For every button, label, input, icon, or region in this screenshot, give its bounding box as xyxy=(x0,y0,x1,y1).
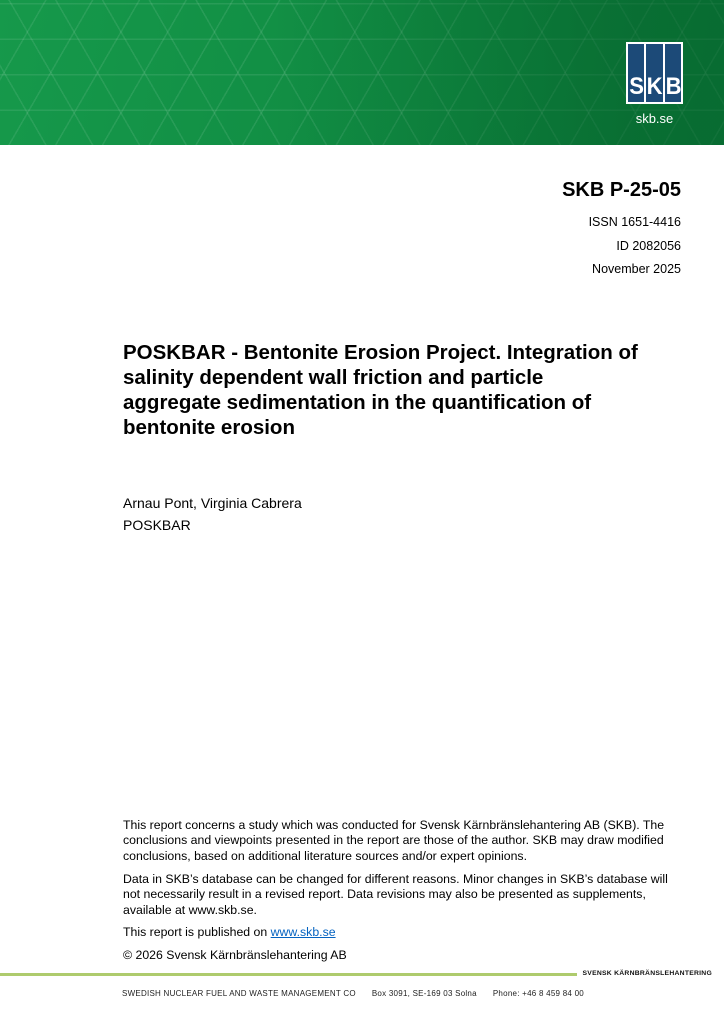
published-line xyxy=(123,925,681,940)
logo-letters xyxy=(628,74,681,100)
report-title xyxy=(123,340,638,440)
report-date: November 2025 xyxy=(592,262,681,276)
skb-website-link[interactable]: www.skb.se xyxy=(270,925,336,940)
logo-letter: B xyxy=(665,73,681,100)
report-title-line: aggregate sedimentation in the quantification of xyxy=(123,391,592,414)
green-rule xyxy=(0,973,577,976)
report-issn: ISSN 1651-4416 xyxy=(588,215,681,229)
disclaimer-block xyxy=(123,818,681,971)
skb-logo xyxy=(626,42,683,126)
company-name-english: SWEDISH NUCLEAR FUEL AND WASTE MANAGEMENT CO xyxy=(122,989,356,998)
footer-address xyxy=(122,989,584,998)
logo-letter: S xyxy=(629,73,644,100)
author-names: Arnau Pont, Virginia Cabrera xyxy=(123,495,302,511)
skb-logo-icon xyxy=(626,42,683,104)
address-text: Box 3091, SE-169 03 Solna xyxy=(371,989,477,998)
phone-text: Phone: +46 8 459 84 00 xyxy=(492,989,584,998)
header-banner xyxy=(0,0,724,145)
project-name: POSKBAR xyxy=(123,517,191,533)
logo-letter: K xyxy=(646,73,663,100)
report-meta xyxy=(562,178,681,282)
logo-website-text: skb.se xyxy=(635,111,674,126)
disclaimer-paragraph-1: This report concerns a study which was conducted for Svensk Kärnbränslehantering AB (SKB). The conclusions and viewpoints presented in the report are those of the author. SKB may draw modified conclusions, based on additional literature sources and/or expert opinions. xyxy=(123,818,665,863)
report-id: ID 2082056 xyxy=(616,238,681,253)
report-number: SKB P-25-05 xyxy=(562,179,681,201)
authors-block xyxy=(123,492,302,536)
footer-rule-row xyxy=(0,969,724,979)
report-title-line: bentonite erosion xyxy=(123,416,295,439)
company-name-swedish: SVENSK KÄRNBRÄNSLEHANTERING xyxy=(582,970,712,977)
copyright-line: © 2026 Svensk Kärnbränslehantering AB xyxy=(123,948,347,963)
published-prefix: This report is published on xyxy=(123,925,271,940)
disclaimer-paragraph-2: Data in SKB’s database can be changed for different reasons. Minor changes in SKB’s database will not necessarily result in a revised report. Data revisions may also be presented as supplements, available at www.skb.se. xyxy=(123,871,668,917)
report-title-line: POSKBAR - Bentonite Erosion Project. Integration of xyxy=(123,341,638,364)
report-title-line: salinity dependent wall friction and particle xyxy=(123,366,544,389)
